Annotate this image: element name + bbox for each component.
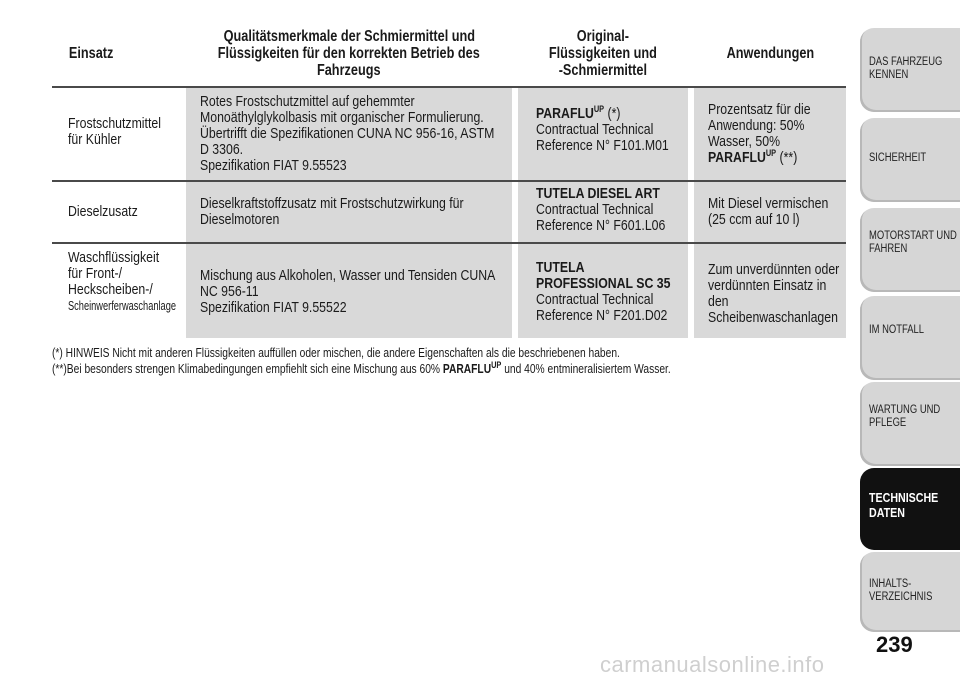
tab-wartung-und-pflege[interactable]: WARTUNG UND PFLEGE: [860, 382, 960, 466]
table-row: [52, 88, 846, 180]
cell-quality: Dieselkraftstoffzusatz mit Frostschutzwirkung für Dieselmotoren: [186, 182, 512, 242]
product-name: PARAFLU: [536, 105, 594, 122]
footnote-2: (**)Bei besonders strengen Klimabedingungen empfiehlt sich eine Mischung aus 60% $PARAFLU^{UP}$ und 40% entmineralisiertem Wasser.: [52, 359, 671, 376]
table-row: [52, 244, 846, 338]
product-note-marker: (*): [604, 105, 621, 122]
tab-im-notfall[interactable]: IM NOTFALL: [860, 296, 960, 380]
header-einsatz: Einsatz: [68, 45, 114, 62]
tab-motorstart-und-fahren[interactable]: MOTORSTART UND FAHREN: [860, 208, 960, 292]
table-row: [52, 182, 846, 242]
product-sup: UP: [593, 104, 605, 114]
watermark: carmanualsonline.info: [600, 652, 825, 677]
cell-einsatz: Waschflüssigkeit für Front-/ Heckscheiben-/ Scheinwerferwaschanlage: [68, 249, 176, 313]
table-header: [52, 22, 846, 86]
header-quality: Qualitätsmerkmale der Schmiermittel und Flüssigkeiten für den korrekten Betrieb des Fahrzeugs: [217, 28, 481, 79]
usage-note-marker: (**): [776, 149, 798, 166]
tab-technische-daten[interactable]: TECHNISCHE DATEN: [860, 468, 960, 550]
fluids-table: [52, 22, 846, 326]
tab-sicherheit[interactable]: SICHERHEIT: [860, 118, 960, 202]
cell-product: TUTELA PROFESSIONAL SC 35 Contractual Technical Reference N° F201.D02: [518, 244, 688, 338]
footnote-product-name: PARAFLU: [442, 362, 492, 376]
footnote-product-sup: UP: [491, 359, 502, 370]
tab-inhaltsverzeichnis[interactable]: INHALTS- VERZEICHNIS: [860, 552, 960, 632]
cell-einsatz: Frostschutzmittel für Kühler: [68, 115, 161, 148]
footnote-1: (*) HINWEIS Nicht mit anderen Flüssigkeiten auffüllen oder mischen, die andere Eigenschaften als die beschriebenen haben.: [52, 346, 620, 360]
cell-einsatz: Dieselzusatz: [68, 203, 138, 220]
header-original: Original- Flüssigkeiten und -Schmiermittel: [548, 28, 658, 79]
header-anwendungen: Anwendungen: [726, 45, 814, 62]
page-number: 239: [876, 632, 913, 657]
cell-product: $PARAFLU^{UP}$ (*) Contractual Technical Reference N° F101.M01: [518, 88, 688, 180]
cell-quality: Mischung aus Alkoholen, Wasser und Tensiden CUNA NC 956-11 Spezifikation FIAT 9.55522: [186, 244, 512, 338]
usage-product-sup: UP: [765, 148, 777, 158]
cell-usage: Zum unverdünnten oder verdünnten Einsatz in den Scheibenwaschanlagen: [694, 244, 846, 338]
tab-das-fahrzeug-kennen[interactable]: DAS FAHRZEUG KENNEN: [860, 28, 960, 112]
cell-product: TUTELA DIESEL ART Contractual Technical Reference N° F601.L06: [518, 182, 688, 242]
cell-usage: Prozentsatz für die Anwendung: 50% Wasser, 50% $PARAFLU^{UP}$ (**): [694, 88, 846, 180]
cell-quality: Rotes Frostschutzmittel auf gehemmter Monoäthylglykolbasis mit organischer Formulierung. Übertrifft die Spezifikationen CUNA NC 956-16, ASTM D 3306. Spezifikation FIAT 9.55523: [186, 88, 512, 180]
usage-product-name: PARAFLU: [708, 149, 766, 166]
cell-usage: Mit Diesel vermischen (25 ccm auf 10 l): [694, 182, 846, 242]
